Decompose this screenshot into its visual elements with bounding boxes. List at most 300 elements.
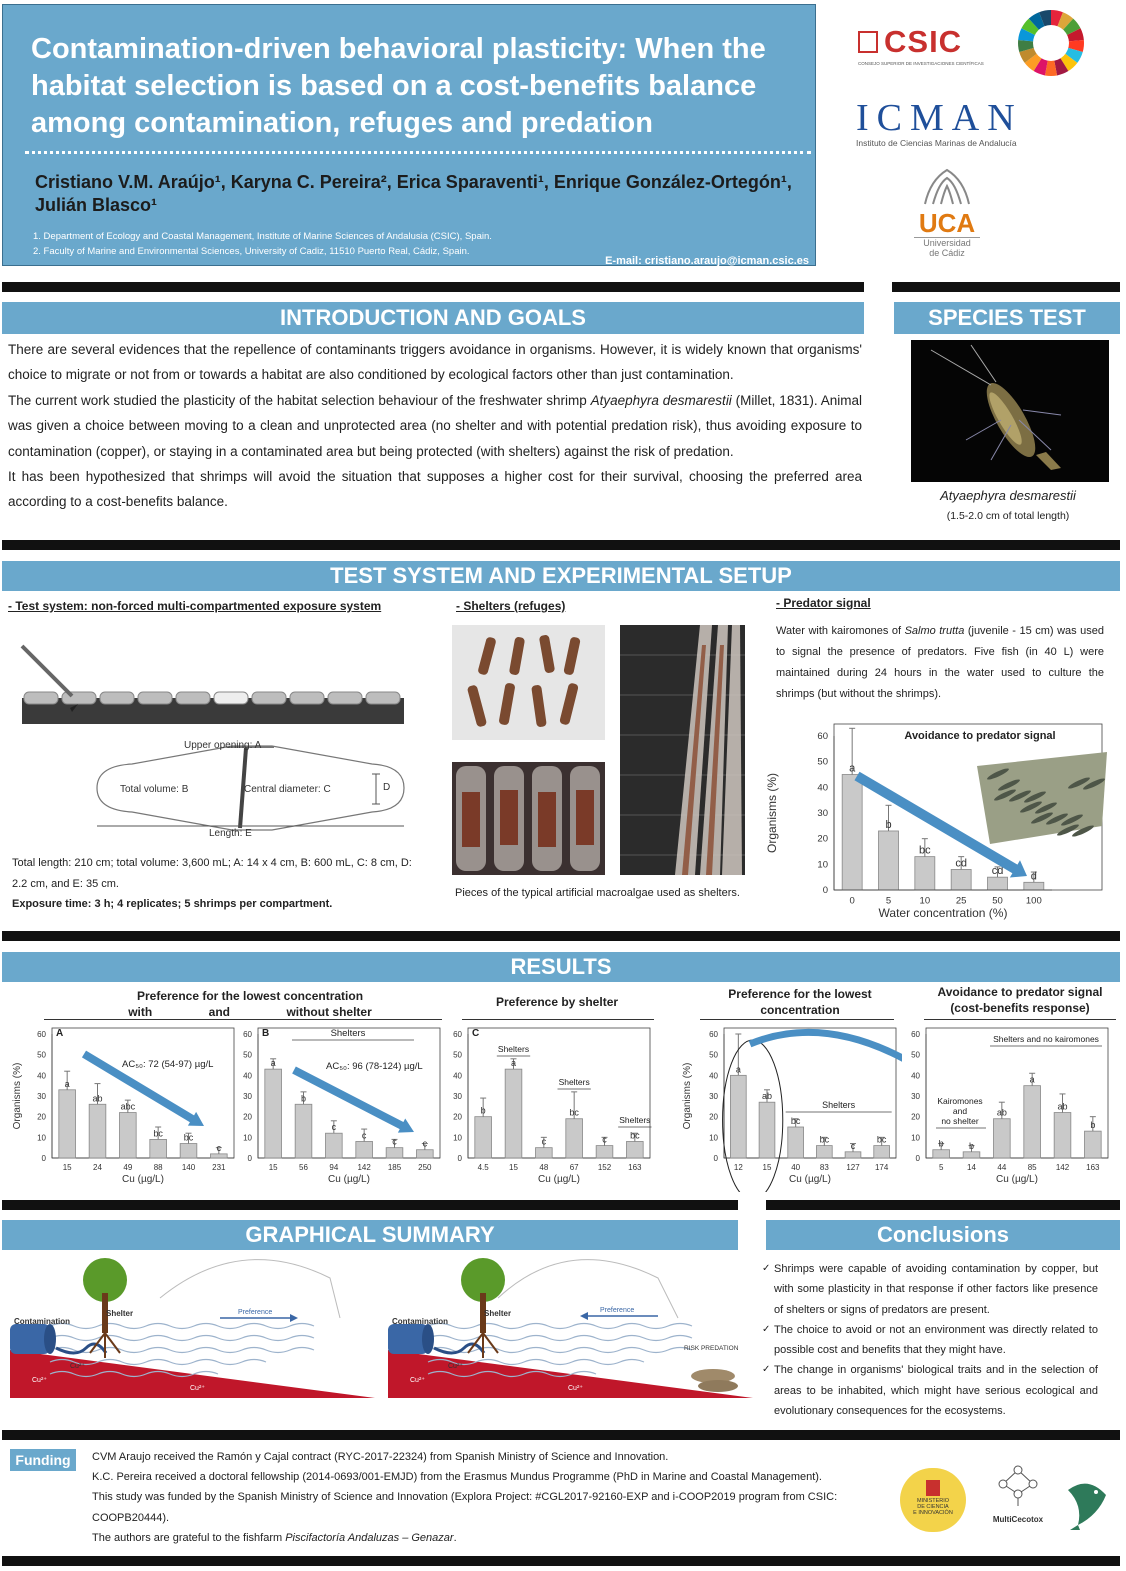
y-tick-label: 30	[243, 1092, 252, 1101]
x-tick-label: 12	[733, 1163, 743, 1172]
y-tick-label: 50	[37, 1050, 46, 1060]
x-tick-label: 142	[1055, 1163, 1070, 1172]
species-name: Atyaephyra desmarestii	[940, 488, 1076, 503]
intro-paragraph-1: There are several evidences that the repellence of contaminants triggers avoidance in organisms. However, it is widely known that organisms' choice to migrate or not from or towards a habitat are also conditioned by ecological factors other than just contamination.	[8, 342, 862, 383]
results-title-4: Avoidance to predator signal (cost-benefits response)	[937, 985, 1103, 1015]
compartment	[138, 692, 172, 704]
y-tick-label: 60	[453, 1030, 462, 1039]
intro-heading: INTRODUCTION AND GOALS	[2, 302, 864, 334]
results-title-underline	[924, 1019, 1116, 1020]
summary-shelter-label: Shelter	[106, 1309, 134, 1318]
shelters-label: Shelters	[558, 1077, 590, 1087]
y-tick-label: 40	[37, 1071, 46, 1081]
summary-cu-label: Cu²⁺	[568, 1385, 583, 1392]
bar	[988, 877, 1008, 890]
compartment	[214, 692, 248, 704]
shelters-label: Shelters	[619, 1115, 651, 1125]
system-photo	[620, 625, 745, 875]
significance-letter: b	[480, 1105, 486, 1116]
y-tick-label: 30	[37, 1092, 46, 1101]
significance-letter: b	[1090, 1120, 1096, 1131]
results-title-with: with	[128, 1005, 153, 1019]
y-tick-label: 60	[37, 1030, 46, 1039]
x-tick-label: 174	[874, 1163, 889, 1172]
group-label-1: Kairomones	[937, 1096, 983, 1106]
bar	[475, 1117, 492, 1158]
x-tick-label: 24	[93, 1163, 102, 1172]
bar	[626, 1141, 643, 1158]
fishfarm-name: Piscifactoría Andaluzas – Genazar	[285, 1531, 454, 1544]
x-axis-label: Cu (µg/L)	[122, 1174, 164, 1185]
bar	[759, 1102, 775, 1158]
results-title-underline	[700, 1019, 894, 1020]
ministry-logo-line2: DE CIENCIA	[917, 1504, 949, 1510]
conclusion-item: ✓ The choice to avoid or not an environment was directly related to possible cost and benefits that they might have.	[762, 1320, 1098, 1361]
significance-letter: bc	[876, 1134, 887, 1145]
ac50-annotation: AC₅₀: 72 (54-97) µg/L	[122, 1059, 214, 1070]
summary-heading: GRAPHICAL SUMMARY	[2, 1220, 738, 1250]
significance-letter: cd	[955, 857, 967, 870]
summary-cu-label: Cu²⁺	[410, 1377, 425, 1384]
x-tick-label: 14	[967, 1163, 976, 1172]
funding-line-4-end: .	[453, 1531, 457, 1544]
x-tick-label: 56	[299, 1163, 308, 1172]
poster-title: Contamination-driven behavioral plasticity: When the habitat selection is based on a cost-benefits balance among contamination, refuges and predation	[31, 33, 766, 139]
significance-letter: c	[850, 1140, 856, 1151]
y-tick-label: 60	[243, 1030, 252, 1039]
x-tick-label: 15	[762, 1163, 772, 1172]
bar	[295, 1104, 312, 1158]
bar	[1024, 882, 1044, 890]
x-tick-label: 152	[597, 1163, 612, 1172]
plot-frame	[926, 1028, 1108, 1158]
x-axis-label: Cu (µg/L)	[996, 1174, 1038, 1185]
bar	[210, 1154, 227, 1158]
bar	[845, 1152, 861, 1158]
y-tick-label: 20	[37, 1112, 46, 1122]
panel-letter: B	[262, 1028, 270, 1039]
funding-label: Funding	[10, 1449, 76, 1471]
summary-risk-label: RISK PREDATION	[684, 1345, 739, 1352]
summary-preference-label: Preference	[238, 1309, 273, 1316]
group-label-1: and	[952, 1106, 968, 1116]
x-tick-label: 67	[569, 1163, 579, 1172]
icman-subtitle: Instituto de Ciencias Marinas de Andalucía	[856, 138, 1017, 148]
y-tick-label: 60	[709, 1030, 718, 1039]
chart-title: Avoidance to predator signal	[904, 730, 1056, 742]
summary-preference-label: Preference	[600, 1307, 635, 1314]
shelters-label: Shelters	[822, 1100, 856, 1110]
group-label-1: no shelter	[941, 1116, 979, 1126]
y-tick-label: 20	[911, 1112, 920, 1122]
x-tick-label: 142	[357, 1163, 371, 1172]
results-title-1-line2	[60, 1004, 440, 1020]
compartment	[24, 692, 58, 704]
x-tick-label: 44	[997, 1163, 1007, 1172]
compartment	[328, 692, 362, 704]
ministry-logo-line3: E INNOVACIÓN	[913, 1510, 953, 1516]
y-tick-label: 30	[453, 1092, 462, 1101]
uca-subtitle-2: de Cádiz	[929, 248, 965, 258]
funding-line-4-start: The authors are grateful to the fishfarm	[92, 1531, 286, 1544]
affiliation-1: 1. Department of Ecology and Coastal Management, Institute of Marine Sciences of Andalusia (CSIC), Spain.	[33, 231, 492, 242]
bar	[119, 1113, 136, 1158]
significance-letter: bc	[183, 1132, 194, 1143]
plot-frame	[258, 1028, 440, 1158]
bar	[788, 1127, 804, 1158]
significance-letter: bc	[790, 1116, 801, 1126]
significance-letter: ab	[761, 1091, 773, 1102]
significance-letter: b	[938, 1138, 944, 1149]
intro-p2-end: (Millet, 1831). Animal was given a choice between moving to a clean and unprotected area (no shelter and with potential predation risk), thus avoiding exposure to contamination (copper), or staying in a contaminated area but being protected (with shelters) against the risk of predation.	[8, 392, 862, 459]
uca-logo	[914, 166, 980, 258]
significance-letter: c	[602, 1134, 607, 1145]
divider-bar	[2, 931, 1120, 941]
x-tick-label: 15	[62, 1163, 72, 1172]
y-tick-label: 0	[713, 1154, 718, 1163]
y-tick-label: 40	[453, 1071, 462, 1081]
significance-letter: ab	[92, 1093, 103, 1104]
fish-photo	[977, 752, 1107, 844]
x-tick-label: 25	[955, 895, 967, 907]
y-tick-label: 50	[243, 1050, 252, 1060]
results-title-1	[60, 988, 440, 1020]
funding-line-1: CVM Araujo received the Ramón y Cajal contract (RYC-2017-22324) from Spanish Ministry of Science and Innovation.	[92, 1451, 669, 1463]
divider-bar	[892, 282, 1120, 292]
y-tick-label: 40	[709, 1071, 718, 1081]
conclusions-list	[762, 1259, 1098, 1421]
y-tick-label: 10	[453, 1133, 462, 1143]
shelters-label: Shelters	[497, 1044, 530, 1054]
significance-letter: bc	[919, 844, 931, 857]
y-tick-label: 0	[915, 1154, 920, 1163]
y-tick-label: 40	[817, 782, 828, 794]
intro-text	[8, 337, 862, 515]
significance-letter: ab	[996, 1107, 1007, 1118]
bar	[951, 869, 971, 890]
bar	[816, 1146, 832, 1158]
divider-bar	[766, 1200, 1120, 1210]
y-tick-label: 50	[453, 1050, 462, 1060]
multicecotox-logo	[986, 1464, 1050, 1524]
chart-b	[234, 1022, 448, 1192]
ministry-logo	[900, 1468, 966, 1532]
uca-wordmark: UCA	[918, 208, 976, 238]
significance-letter: d	[1030, 870, 1037, 883]
significance-letter: a	[849, 762, 856, 775]
predator-chart	[762, 718, 1112, 928]
y-tick-label: 50	[817, 756, 828, 768]
x-tick-label: 88	[153, 1163, 163, 1172]
significance-letter: c	[331, 1122, 337, 1133]
y-tick-label: 40	[243, 1071, 252, 1081]
x-tick-label: 49	[123, 1163, 133, 1172]
x-tick-label: 0	[849, 895, 855, 907]
significance-letter: a	[510, 1058, 517, 1069]
significance-letter: c	[216, 1142, 222, 1153]
x-axis-label: Water concentration (%)	[878, 906, 1008, 920]
predator-species: Salmo trutta	[904, 625, 965, 637]
summary-cu-label: Cu²⁺	[190, 1385, 205, 1392]
exposure-info: Exposure time: 3 h; 4 replicates; 5 shrimps per compartment.	[12, 898, 333, 910]
summary-contamination-label: Contamination	[392, 1317, 448, 1326]
intro-paragraph-3: It has been hypothesized that shrimps will avoid the situation that supposes a higher cost for their survival, choosing the preferred area according to a cost-benefits balance.	[8, 469, 862, 510]
significance-letter: b	[300, 1093, 307, 1104]
compartment	[366, 692, 400, 704]
y-tick-label: 20	[243, 1112, 252, 1122]
compartment	[252, 692, 286, 704]
significance-letter: a	[1029, 1074, 1035, 1085]
y-tick-label: 20	[817, 833, 828, 845]
predator-text-end: (juvenile - 15 cm) was used to signal the presence of predators. Five fish (in 40 L) were maintained during 24 hours in the water used to culture the shrimps (but without the shrimps).	[776, 625, 1104, 700]
shelter-photo-1	[452, 625, 605, 740]
panel-letter: C	[472, 1028, 480, 1039]
x-axis-label: Cu (µg/L)	[328, 1174, 370, 1185]
x-tick-label: 5	[885, 895, 892, 907]
bar	[325, 1133, 342, 1158]
bar	[596, 1146, 613, 1158]
conclusions-heading: Conclusions	[766, 1220, 1120, 1250]
csic-logo	[858, 24, 988, 66]
species-name-inline: Atyaephyra desmarestii	[590, 392, 732, 408]
graphical-summary-left	[10, 1258, 380, 1403]
bar	[842, 775, 862, 891]
x-tick-label: 85	[1027, 1163, 1037, 1172]
x-tick-label: 250	[418, 1163, 432, 1172]
divider-bar	[2, 1200, 738, 1210]
bar	[915, 857, 935, 890]
bar	[993, 1119, 1010, 1158]
compartment	[176, 692, 210, 704]
shelter-caption: Pieces of the typical artificial macroalgae used as shelters.	[455, 887, 740, 899]
authors: Cristiano V.M. Araújo¹, Karyna C. Pereira², Erica Sparaventi¹, Enrique González-Ortegón¹, Julián Blasco¹	[35, 172, 792, 215]
y-tick-label: 60	[911, 1030, 920, 1039]
shelters-label: Shelters	[330, 1028, 366, 1039]
diagram-d-label: D	[383, 782, 391, 793]
graphical-summary-right	[388, 1258, 758, 1403]
y-tick-label: 60	[817, 731, 828, 742]
results-title-2: Preference by shelter	[495, 995, 619, 1009]
chart-a	[8, 1022, 244, 1192]
affiliation-2: 2. Faculty of Marine and Environmental Sciences, University of Cadiz, 11510 Puerto Real, Cádiz, Spain.	[33, 246, 470, 257]
bar	[879, 831, 899, 890]
bar	[963, 1152, 980, 1158]
bar	[386, 1148, 403, 1158]
sdg-wheel-icon	[1016, 8, 1086, 78]
results-title-underline	[44, 1019, 442, 1020]
x-tick-label: 4.5	[477, 1163, 489, 1172]
x-tick-label: 231	[212, 1163, 226, 1172]
chart-e	[902, 1022, 1116, 1192]
summary-cu-label: Cu²⁺	[70, 1363, 85, 1370]
bar	[933, 1150, 950, 1158]
email: E-mail: cristiano.araujo@icman.csic.es	[605, 255, 809, 267]
x-tick-label: 185	[387, 1163, 402, 1172]
title-banner	[2, 4, 816, 266]
significance-letter: c	[422, 1138, 428, 1149]
significance-letter: b	[968, 1140, 975, 1151]
bar	[150, 1139, 167, 1158]
divider-bar	[2, 540, 1120, 550]
y-tick-label: 0	[457, 1154, 462, 1163]
predator-text-start: Water with kairomones of	[776, 625, 905, 637]
significance-letter: bc	[153, 1128, 163, 1139]
x-tick-label: 140	[181, 1163, 196, 1172]
x-tick-label: 163	[628, 1163, 642, 1172]
bar	[265, 1069, 282, 1158]
bar	[505, 1069, 522, 1158]
significance-letter: c	[361, 1130, 367, 1141]
y-tick-label: 10	[817, 859, 828, 871]
multicecotox-wordmark: MultiCecotox	[992, 1515, 1044, 1524]
y-tick-label: 20	[709, 1112, 718, 1122]
bar	[1054, 1113, 1071, 1158]
y-tick-label: 10	[911, 1133, 920, 1143]
uca-emblem-icon	[919, 166, 975, 206]
diagram-upper-label: Upper opening: A	[184, 740, 262, 751]
significance-letter: c	[392, 1136, 397, 1147]
icman-logo	[856, 98, 1046, 148]
x-axis-label: Cu (µg/L)	[789, 1174, 831, 1185]
ac50-annotation: AC₅₀: 96 (78-124) µg/L	[326, 1061, 423, 1072]
diagram-length-label: Length: E	[209, 828, 252, 839]
significance-letter: ab	[1057, 1101, 1068, 1112]
conclusion-item: ✓ Shrimps were capable of avoiding contamination by copper, but with some plasticity in that response if other factors like presence of shelters or signs of predators are present.	[762, 1259, 1098, 1320]
bar	[1024, 1086, 1041, 1158]
results-heading: RESULTS	[2, 952, 1120, 982]
significance-letter: bc	[819, 1134, 830, 1145]
compartment	[100, 692, 134, 704]
significance-letter: cd	[991, 865, 1004, 878]
bar	[1084, 1131, 1101, 1158]
shrimp-illustration-icon	[911, 340, 1109, 482]
significance-letter: a	[735, 1064, 741, 1075]
icman-wordmark: ICMAN	[856, 97, 1023, 139]
predator-subheading: - Predator signal	[776, 596, 871, 610]
significance-letter: a	[270, 1058, 276, 1069]
network-icon	[993, 1464, 1043, 1510]
system-dimensions: Total length: 210 cm; total volume: 3,600 mL; A: 14 x 4 cm, B: 600 mL, C: 8 cm, D: 2.2 cm, and E: 35 cm.	[12, 857, 412, 890]
fish-logo-icon	[1058, 1470, 1116, 1532]
x-axis-label: Cu (µg/L)	[538, 1174, 580, 1185]
significance-letter: bc	[630, 1130, 640, 1141]
shelter-photo-2	[452, 762, 605, 875]
x-tick-label: 10	[919, 895, 931, 907]
intro-p2-start: The current work studied the plasticity of the habitat selection behaviour of the freshwater shrimp	[8, 392, 591, 408]
y-tick-label: 30	[817, 808, 828, 819]
results-title-without: without shelter	[286, 1005, 372, 1019]
predator-text	[776, 621, 1104, 705]
bar	[416, 1150, 433, 1158]
summary-contamination-label: Contamination	[14, 1317, 70, 1326]
test-system-diagram	[12, 628, 407, 843]
summary-shelter-label: Shelter	[484, 1309, 512, 1318]
y-tick-label: 20	[453, 1112, 462, 1122]
ministry-emblem-icon	[926, 1480, 940, 1496]
x-tick-label: 15	[268, 1163, 278, 1172]
csic-subtitle: CONSEJO SUPERIOR DE INVESTIGACIONES CIENTÍFICAS	[858, 61, 984, 66]
y-tick-label: 50	[709, 1050, 718, 1060]
y-tick-label: 10	[37, 1133, 46, 1143]
summary-cu-label: Cu²⁺	[448, 1363, 463, 1370]
ministry-logo-line1: MINISTERIO	[916, 1498, 950, 1504]
x-tick-label: 163	[1086, 1163, 1100, 1172]
bar	[180, 1144, 197, 1158]
x-tick-label: 100	[1025, 895, 1042, 907]
x-tick-label: 5	[938, 1163, 944, 1172]
plot-frame	[468, 1028, 650, 1158]
x-tick-label: 15	[509, 1163, 518, 1172]
funding-line-3: This study was funded by the Spanish Ministry of Science and Innovation (Explora Project: #CGL2017-92160-EXP and i-COOP2019 program from CSIC: COOPB20444).	[92, 1491, 838, 1524]
results-title-and: and	[208, 1005, 230, 1019]
y-tick-label: 0	[41, 1154, 46, 1163]
y-tick-label: 0	[822, 885, 828, 896]
compartment	[290, 692, 324, 704]
test-system-subheading: - Test system: non-forced multi-compartmented exposure system	[8, 599, 382, 613]
divider-bar	[2, 1556, 1120, 1566]
bar	[874, 1146, 890, 1158]
significance-letter: b	[885, 818, 892, 831]
significance-letter: abc	[120, 1101, 136, 1112]
y-tick-label: 40	[911, 1071, 920, 1081]
chart-c	[444, 1022, 658, 1192]
csic-emblem-icon	[858, 31, 878, 53]
funding-line-2: K.C. Pereira received a doctoral fellowship (2014-0693/001-EMJD) from the Erasmus Mundus Programme (PhD in Marine and Coastal Management).	[92, 1471, 822, 1484]
x-tick-label: 127	[846, 1163, 860, 1172]
setup-heading: TEST SYSTEM AND EXPERIMENTAL SETUP	[2, 561, 1120, 591]
divider-bar	[2, 282, 864, 292]
results-title-1-line1: Preference for the lowest concentration	[136, 989, 364, 1003]
y-axis-label: Organisms (%)	[12, 1062, 23, 1130]
group-label-2: Shelters and no kairomones	[993, 1034, 1099, 1044]
significance-letter: bc	[569, 1107, 579, 1118]
shrimp-photo	[911, 340, 1109, 482]
x-tick-label: 94	[329, 1163, 339, 1172]
significance-letter: c	[541, 1136, 547, 1147]
uca-subtitle-1: Universidad	[914, 237, 980, 248]
x-tick-label: 40	[791, 1163, 801, 1172]
species-heading: SPECIES TEST	[894, 302, 1120, 334]
y-tick-label: 10	[709, 1133, 718, 1143]
results-title-3: Preference for the lowest concentration	[728, 987, 872, 1017]
bar	[566, 1119, 583, 1158]
y-axis-label: Organisms (%)	[765, 772, 779, 854]
dotted-divider	[25, 151, 811, 154]
y-tick-label: 10	[243, 1133, 252, 1143]
diagram-total-label: Total volume: B	[120, 784, 189, 795]
y-tick-label: 30	[709, 1092, 718, 1101]
y-axis-label: Organisms (%)	[682, 1062, 693, 1130]
diagram-central-label: Central diameter: C	[244, 784, 331, 795]
significance-letter: a	[64, 1078, 70, 1089]
x-tick-label: 48	[539, 1163, 549, 1172]
bar	[356, 1141, 373, 1158]
conclusion-item: ✓ The change in organisms' biological traits and in the selection of areas to be inhabited, which might have serious ecological and evolutionary consequences for the ecosystems.	[762, 1360, 1098, 1421]
y-tick-label: 30	[911, 1092, 920, 1101]
bar	[59, 1090, 76, 1158]
y-tick-label: 50	[911, 1050, 920, 1060]
intro-paragraph-2	[8, 388, 862, 464]
funding-text	[92, 1447, 882, 1548]
y-tick-label: 0	[247, 1154, 252, 1163]
species-size: (1.5-2.0 cm of total length)	[946, 510, 1070, 522]
csic-wordmark: CSIC	[884, 24, 963, 59]
divider-bar	[2, 1430, 1120, 1440]
x-tick-label: 83	[819, 1163, 829, 1172]
summary-cu-label: Cu²⁺	[32, 1377, 47, 1384]
shelters-subheading: - Shelters (refuges)	[456, 599, 566, 613]
bar	[730, 1075, 746, 1158]
